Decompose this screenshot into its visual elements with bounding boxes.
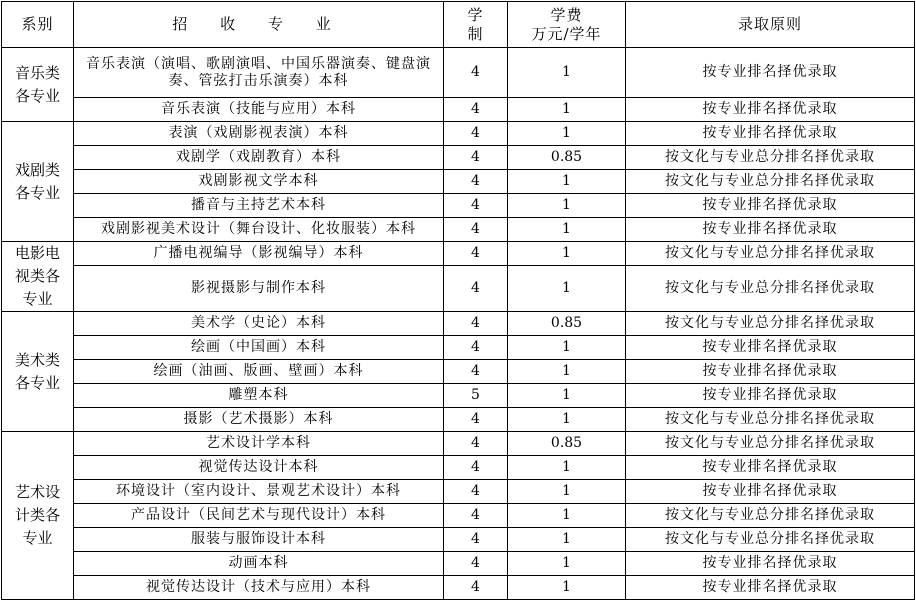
principle-cell: 按专业排名择优录取 bbox=[626, 48, 915, 98]
years-cell: 4 bbox=[444, 576, 508, 600]
years-cell: 4 bbox=[444, 336, 508, 360]
fee-cell: 1 bbox=[508, 218, 626, 242]
table-row bbox=[2, 384, 915, 408]
major-cell: 美术学（史论）本科 bbox=[74, 312, 444, 336]
table-row bbox=[2, 312, 915, 336]
fee-cell: 1 bbox=[508, 456, 626, 480]
principle-cell: 按文化与专业总分排名择优录取 bbox=[626, 266, 915, 312]
table-row bbox=[2, 48, 915, 98]
fee-cell: 1 bbox=[508, 48, 626, 98]
major-cell: 戏剧影视美术设计（舞台设计、化妆服装）本科 bbox=[74, 218, 444, 242]
principle-cell: 按专业排名择优录取 bbox=[626, 194, 915, 218]
category-cell: 电影电视类各专业 bbox=[2, 242, 74, 312]
years-cell: 4 bbox=[444, 360, 508, 384]
fee-cell: 1 bbox=[508, 194, 626, 218]
fee-cell: 1 bbox=[508, 242, 626, 266]
fee-cell: 1 bbox=[508, 528, 626, 552]
table-row bbox=[2, 432, 915, 456]
principle-cell: 按专业排名择优录取 bbox=[626, 576, 915, 600]
principle-cell: 按专业排名择优录取 bbox=[626, 360, 915, 384]
years-cell: 4 bbox=[444, 194, 508, 218]
category-cell: 音乐类各专业 bbox=[2, 48, 74, 122]
years-cell: 4 bbox=[444, 528, 508, 552]
fee-cell: 1 bbox=[508, 384, 626, 408]
admissions-table bbox=[1, 1, 915, 600]
category-cell: 艺术设计类各专业 bbox=[2, 432, 74, 600]
years-cell: 4 bbox=[444, 98, 508, 122]
category-cell: 戏剧类各专业 bbox=[2, 122, 74, 242]
principle-cell: 按文化与专业总分排名择优录取 bbox=[626, 146, 915, 170]
header-principle: 录取原则 bbox=[626, 2, 915, 48]
major-cell: 音乐表演（演唱、歌剧演唱、中国乐器演奏、键盘演奏、管弦打击乐演奏）本科 bbox=[74, 48, 444, 98]
major-cell: 产品设计（民间艺术与现代设计）本科 bbox=[74, 504, 444, 528]
table-row bbox=[2, 408, 915, 432]
table-row bbox=[2, 336, 915, 360]
years-cell: 4 bbox=[444, 218, 508, 242]
fee-cell: 1 bbox=[508, 266, 626, 312]
principle-cell: 按专业排名择优录取 bbox=[626, 336, 915, 360]
table-row bbox=[2, 528, 915, 552]
table-row bbox=[2, 266, 915, 312]
major-cell: 广播电视编导（影视编导）本科 bbox=[74, 242, 444, 266]
years-cell: 4 bbox=[444, 552, 508, 576]
major-cell: 戏剧影视文学本科 bbox=[74, 170, 444, 194]
principle-cell: 按专业排名择优录取 bbox=[626, 218, 915, 242]
fee-cell: 1 bbox=[508, 408, 626, 432]
table-row bbox=[2, 552, 915, 576]
principle-cell: 按专业排名择优录取 bbox=[626, 98, 915, 122]
years-cell: 4 bbox=[444, 504, 508, 528]
fee-cell: 1 bbox=[508, 552, 626, 576]
fee-cell: 1 bbox=[508, 170, 626, 194]
principle-cell: 按文化与专业总分排名择优录取 bbox=[626, 528, 915, 552]
years-cell: 4 bbox=[444, 170, 508, 194]
fee-cell: 1 bbox=[508, 480, 626, 504]
years-cell: 4 bbox=[444, 266, 508, 312]
table-row bbox=[2, 456, 915, 480]
years-cell: 4 bbox=[444, 408, 508, 432]
principle-cell: 按专业排名择优录取 bbox=[626, 456, 915, 480]
fee-cell: 1 bbox=[508, 360, 626, 384]
major-cell: 影视摄影与制作本科 bbox=[74, 266, 444, 312]
major-cell: 视觉传达设计本科 bbox=[74, 456, 444, 480]
major-cell: 绘画（油画、版画、壁画）本科 bbox=[74, 360, 444, 384]
table-row bbox=[2, 194, 915, 218]
major-cell: 播音与主持艺术本科 bbox=[74, 194, 444, 218]
years-cell: 4 bbox=[444, 480, 508, 504]
fee-cell: 0.85 bbox=[508, 432, 626, 456]
table-row bbox=[2, 146, 915, 170]
years-cell: 4 bbox=[444, 242, 508, 266]
table-row bbox=[2, 480, 915, 504]
fee-cell: 0.85 bbox=[508, 312, 626, 336]
years-cell: 4 bbox=[444, 48, 508, 98]
years-cell: 5 bbox=[444, 384, 508, 408]
fee-cell: 1 bbox=[508, 576, 626, 600]
table-row bbox=[2, 122, 915, 146]
major-cell: 表演（戏剧影视表演）本科 bbox=[74, 122, 444, 146]
major-cell: 动画本科 bbox=[74, 552, 444, 576]
principle-cell: 按文化与专业总分排名择优录取 bbox=[626, 504, 915, 528]
table-row bbox=[2, 218, 915, 242]
major-cell: 雕塑本科 bbox=[74, 384, 444, 408]
fee-cell: 0.85 bbox=[508, 146, 626, 170]
years-cell: 4 bbox=[444, 122, 508, 146]
table-row bbox=[2, 170, 915, 194]
principle-cell: 按文化与专业总分排名择优录取 bbox=[626, 170, 915, 194]
principle-cell: 按文化与专业总分排名择优录取 bbox=[626, 312, 915, 336]
principle-cell: 按专业排名择优录取 bbox=[626, 122, 915, 146]
years-cell: 4 bbox=[444, 312, 508, 336]
header-dept: 系别 bbox=[2, 2, 74, 48]
major-cell: 视觉传达设计（技术与应用）本科 bbox=[74, 576, 444, 600]
major-cell: 摄影（艺术摄影）本科 bbox=[74, 408, 444, 432]
table-row bbox=[2, 242, 915, 266]
table-row bbox=[2, 360, 915, 384]
principle-cell: 按专业排名择优录取 bbox=[626, 480, 915, 504]
category-cell: 美术类各专业 bbox=[2, 312, 74, 432]
years-cell: 4 bbox=[444, 146, 508, 170]
principle-cell: 按文化与专业总分排名择优录取 bbox=[626, 408, 915, 432]
header-years: 学制 bbox=[444, 2, 508, 48]
table-row bbox=[2, 98, 915, 122]
major-cell: 戏剧学（戏剧教育）本科 bbox=[74, 146, 444, 170]
major-cell: 音乐表演（技能与应用）本科 bbox=[74, 98, 444, 122]
header-row bbox=[2, 2, 915, 48]
major-cell: 环境设计（室内设计、景观艺术设计）本科 bbox=[74, 480, 444, 504]
major-cell: 绘画（中国画）本科 bbox=[74, 336, 444, 360]
fee-cell: 1 bbox=[508, 98, 626, 122]
header-fee: 学费 万元/学年 bbox=[508, 2, 626, 48]
years-cell: 4 bbox=[444, 432, 508, 456]
years-cell: 4 bbox=[444, 456, 508, 480]
major-cell: 艺术设计学本科 bbox=[74, 432, 444, 456]
fee-cell: 1 bbox=[508, 504, 626, 528]
major-cell: 服装与服饰设计本科 bbox=[74, 528, 444, 552]
header-major: 招 收 专 业 bbox=[74, 2, 444, 48]
fee-cell: 1 bbox=[508, 336, 626, 360]
table-row bbox=[2, 576, 915, 600]
table-row bbox=[2, 504, 915, 528]
fee-cell: 1 bbox=[508, 122, 626, 146]
principle-cell: 按专业排名择优录取 bbox=[626, 384, 915, 408]
principle-cell: 按文化与专业总分排名择优录取 bbox=[626, 242, 915, 266]
principle-cell: 按文化与专业总分排名择优录取 bbox=[626, 432, 915, 456]
principle-cell: 按专业排名择优录取 bbox=[626, 552, 915, 576]
